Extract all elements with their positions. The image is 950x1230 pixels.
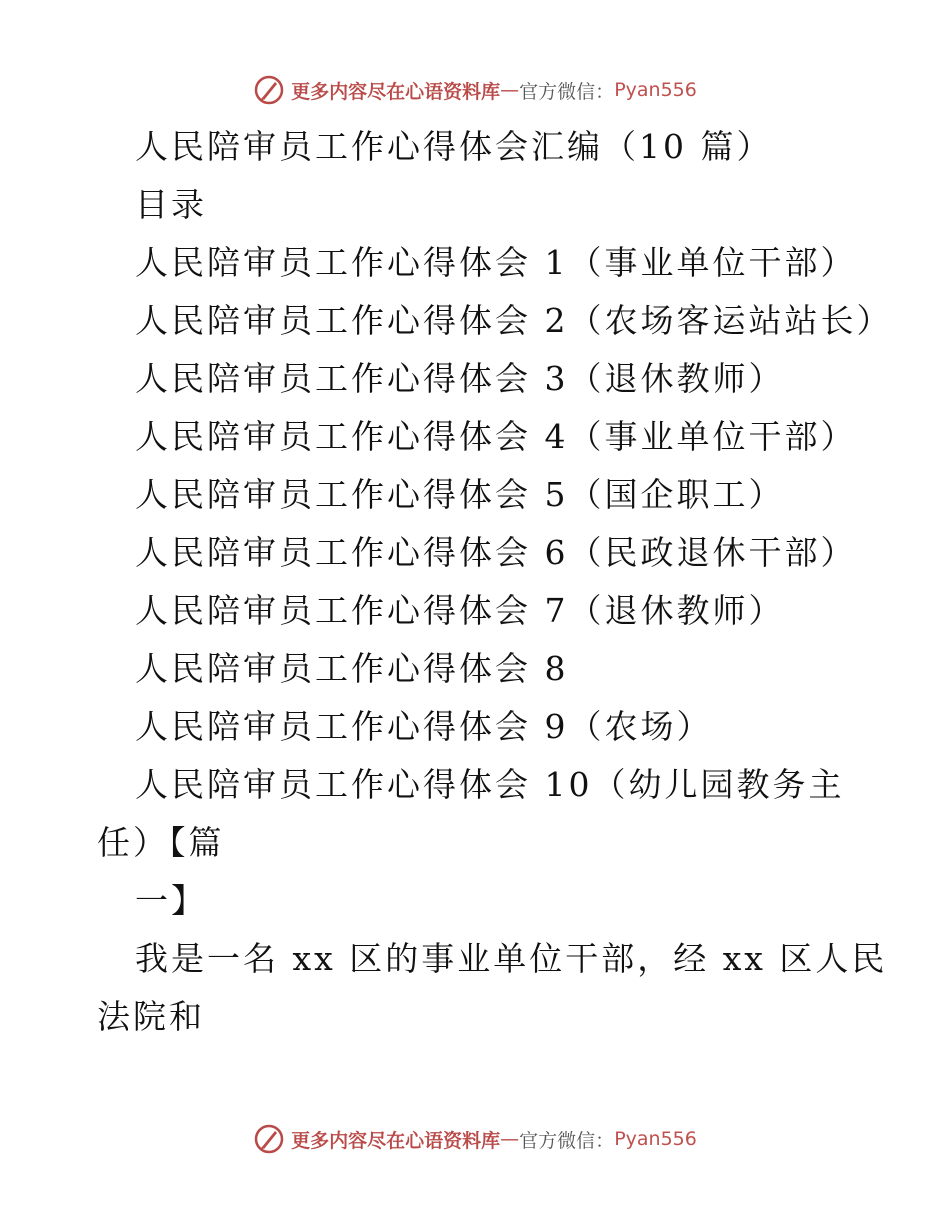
body-paragraph-line: 我是一名 xx 区的事业单位干部，经 xx 区人民 [135, 939, 888, 978]
toc-item: 人民陪审员工作心得体会 4（事业单位干部） [135, 417, 857, 456]
watermark-id: Pyan556 [614, 1128, 697, 1150]
toc-heading: 目录 [135, 185, 207, 224]
quill-logo-icon [253, 74, 285, 106]
document-title: 人民陪审员工作心得体会汇编（10 篇） [135, 127, 773, 166]
watermark-label: 官方微信： [519, 80, 615, 103]
toc-item: 人民陪审员工作心得体会 5（国企职工） [135, 475, 785, 514]
watermark-text: 更多内容尽在心语资料库 [291, 80, 501, 103]
watermark-id: Pyan556 [614, 79, 697, 101]
quill-logo-icon [253, 1123, 285, 1155]
body-paragraph-line: 法院和 [97, 997, 205, 1036]
toc-item: 人民陪审员工作心得体会 6（民政退休干部） [135, 533, 857, 572]
watermark-separator: — [500, 79, 520, 101]
toc-item: 人民陪审员工作心得体会 10（幼儿园教务主 [135, 765, 845, 804]
watermark-separator: — [500, 1128, 520, 1150]
header-watermark [0, 70, 950, 110]
watermark-text: 更多内容尽在心语资料库 [291, 1129, 501, 1152]
toc-item: 人民陪审员工作心得体会 3（退休教师） [135, 359, 785, 398]
toc-item: 人民陪审员工作心得体会 2（农场客运站站长） [135, 301, 893, 340]
section-mark: 一】 [135, 881, 207, 920]
toc-item: 人民陪审员工作心得体会 8 [135, 649, 569, 688]
toc-item: 人民陪审员工作心得体会 9（农场） [135, 707, 713, 746]
toc-item: 人民陪审员工作心得体会 1（事业单位干部） [135, 243, 857, 282]
document-body [0, 118, 950, 1046]
toc-item-continuation: 任）【篇 [97, 823, 225, 862]
watermark-label: 官方微信： [519, 1129, 615, 1152]
toc-item: 人民陪审员工作心得体会 7（退休教师） [135, 591, 785, 630]
footer-watermark [0, 1119, 950, 1159]
table-of-contents [0, 234, 950, 872]
